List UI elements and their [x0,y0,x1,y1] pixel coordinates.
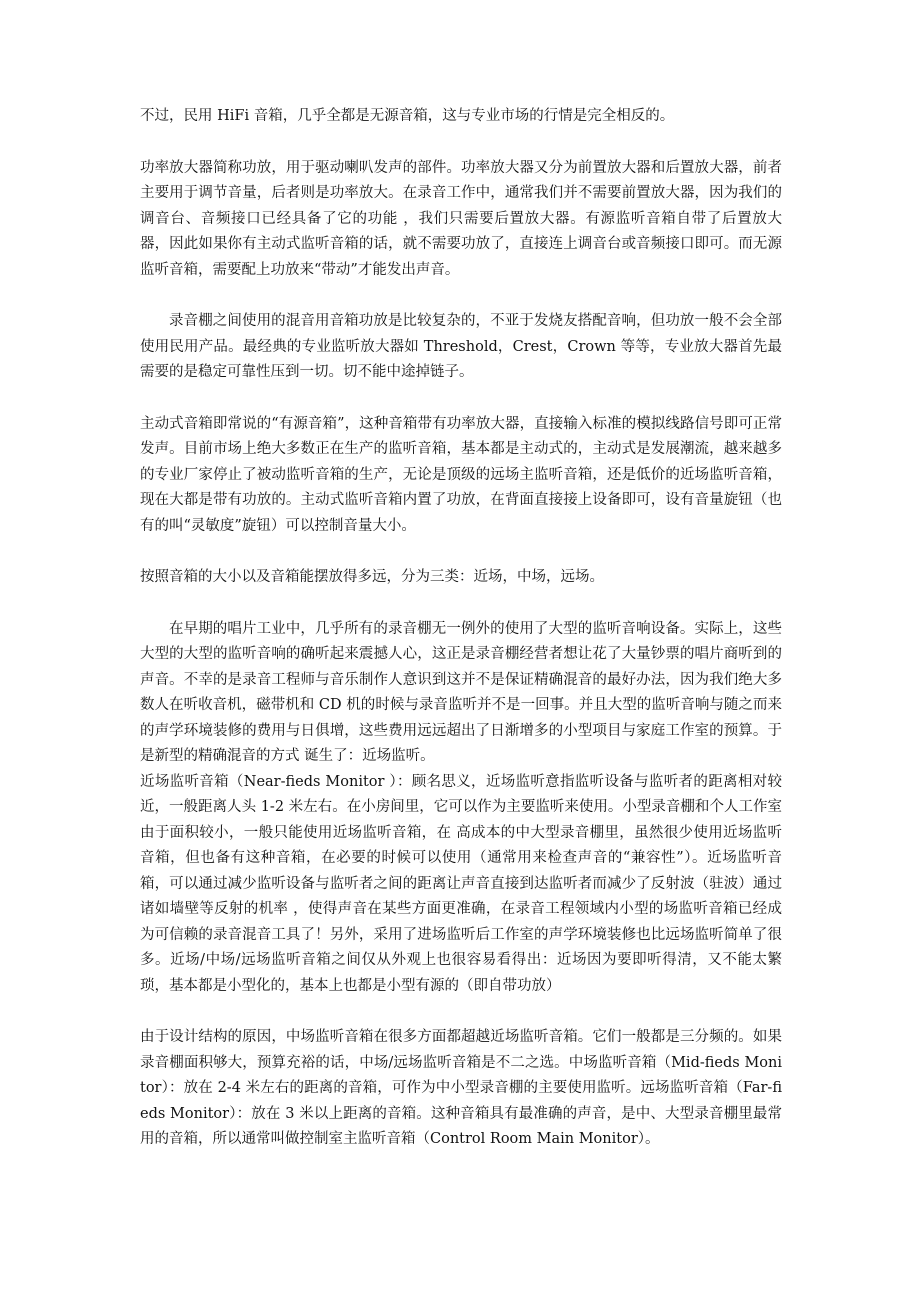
paragraph-mid-far-field: 由于设计结构的原因，中场监听音箱在很多方面都超越近场监听音箱。它们一般都是三分频的。如果录音棚面积够大，预算充裕的话，中场/远场监听音箱是不二之选。中场监听音箱（Mid-fieds Monitor）：放在 2-4 米左右的距离的音箱，可作为中小型录音棚的主要使用监听。远场监听音箱（Far-fieds Monitor）：放在 3 米以上距离的音箱。这种音箱具有最准确的声音，是中、大型录音棚里最常用的音箱，所以通常叫做控制室主监听音箱（Control Room Main Monitor）。 [140,1029,782,1147]
paragraph-active-speakers: 主动式音箱即常说的“有源音箱”，这种音箱带有功率放大器，直接输入标准的模拟线路信号即可正常发声。目前市场上绝大多数正在生产的监听音箱，基本都是主动式的，主动式是发展潮流，越来越多的专业厂家停止了被动监听音箱的生产，无论是顶级的远场主监听音箱，还是低价的近场监听音箱，现在大都是带有功放的。主动式监听音箱内置了功放，在背面直接接上设备即可，设有音量旋钮（也有的叫“灵敏度”旋钮）可以控制音量大小。 [140,415,782,534]
paragraph-near-field: 近场监听音箱（Near-fieds Monitor ）：顾名思义，近场监听意指监听设备与监听者的距离相对较近，一般距离人头 1-2 米左右。在小房间里，它可以作为主要监听来使用。小型录音棚和个人工作室由于面积较小，一般只能使用近场监听音箱，在 高成本的中大型录音棚里，虽然很少使用近场监听音箱，但也备有这种音箱，在必要的时候可以使用（通常用来检查声音的“兼容性”）。近场监听音箱，可以通过减少监听设备与监听者之间的距离让声音直接到达监听者而减少了反射波（驻波）通过诸如墙壁等反射的机率 ，使得声音在某些方面更准确，在录音工程领域内小型的场监听音箱已经成为可信赖的录音混音工具了！另外，采用了进场监听后工作室的声学环境装修也比远场监听简单了很多。近场/中场/远场监听音箱之间仅从外观上也很容易看得出：近场因为要即听得清，又不能太繁琐，基本都是小型化的，基本上也都是小型有源的（即自带功放） [140,773,782,994]
paragraph-hifi-passive: 不过，民用 HiFi 音箱，几乎全都是无源音箱，这与专业市场的行情是完全相反的。 [140,108,675,124]
paragraph-speaker-classes: 按照音箱的大小以及音箱能摆放得多远，分为三类：近场，中场，远场。 [140,569,604,585]
paragraph-power-amplifier: 功率放大器简称功放，用于驱动喇叭发声的部件。功率放大器又分为前置放大器和后置放大器，前者主要用于调节音量，后者则是功率放大。在录音工作中，通常我们并不需要前置放大器，因为我们的调音台、音频接口已经具备了它的功能 ，我们只需要后置放大器。有源监听音箱自带了后置放大器，因此如果你有主动式监听音箱的话，就不需要功放了，直接连上调音台或音频接口即可。而无源监听音箱，需要配上功放来“带动”才能发出声音。 [140,159,782,278]
document-body [140,104,782,1153]
paragraph-studio-amplifier: 录音棚之间使用的混音用音箱功放是比较复杂的，不亚于发烧友搭配音响，但功放一般不会全部使用民用产品。最经典的专业监听放大器如 Threshold，Crest，Crown 等等，专业放大器首先最需要的是稳定可靠性压到一切。切不能中途掉链子。 [140,313,782,380]
paragraph-early-industry: 在早期的唱片工业中，几乎所有的录音棚无一例外的使用了大型的监听音响设备。实际上，这些大型的大型的监听音响的确听起来震撼人心，这正是录音棚经营者想让花了大量钞票的唱片商听到的声音。不幸的是录音工程师与音乐制作人意识到这并不是保证精确混音的最好办法，因为我们绝大多数人在听收音机，磁带机和 CD 机的时候与录音监听并不是一回事。并且大型的监听音响与随之而来的声学环境装修的费用与日俱增，这些费用远远超出了日渐增多的小型项目与家庭工作室的预算。于是新型的精确混音的方式 诞生了：近场监听。 [140,620,782,764]
